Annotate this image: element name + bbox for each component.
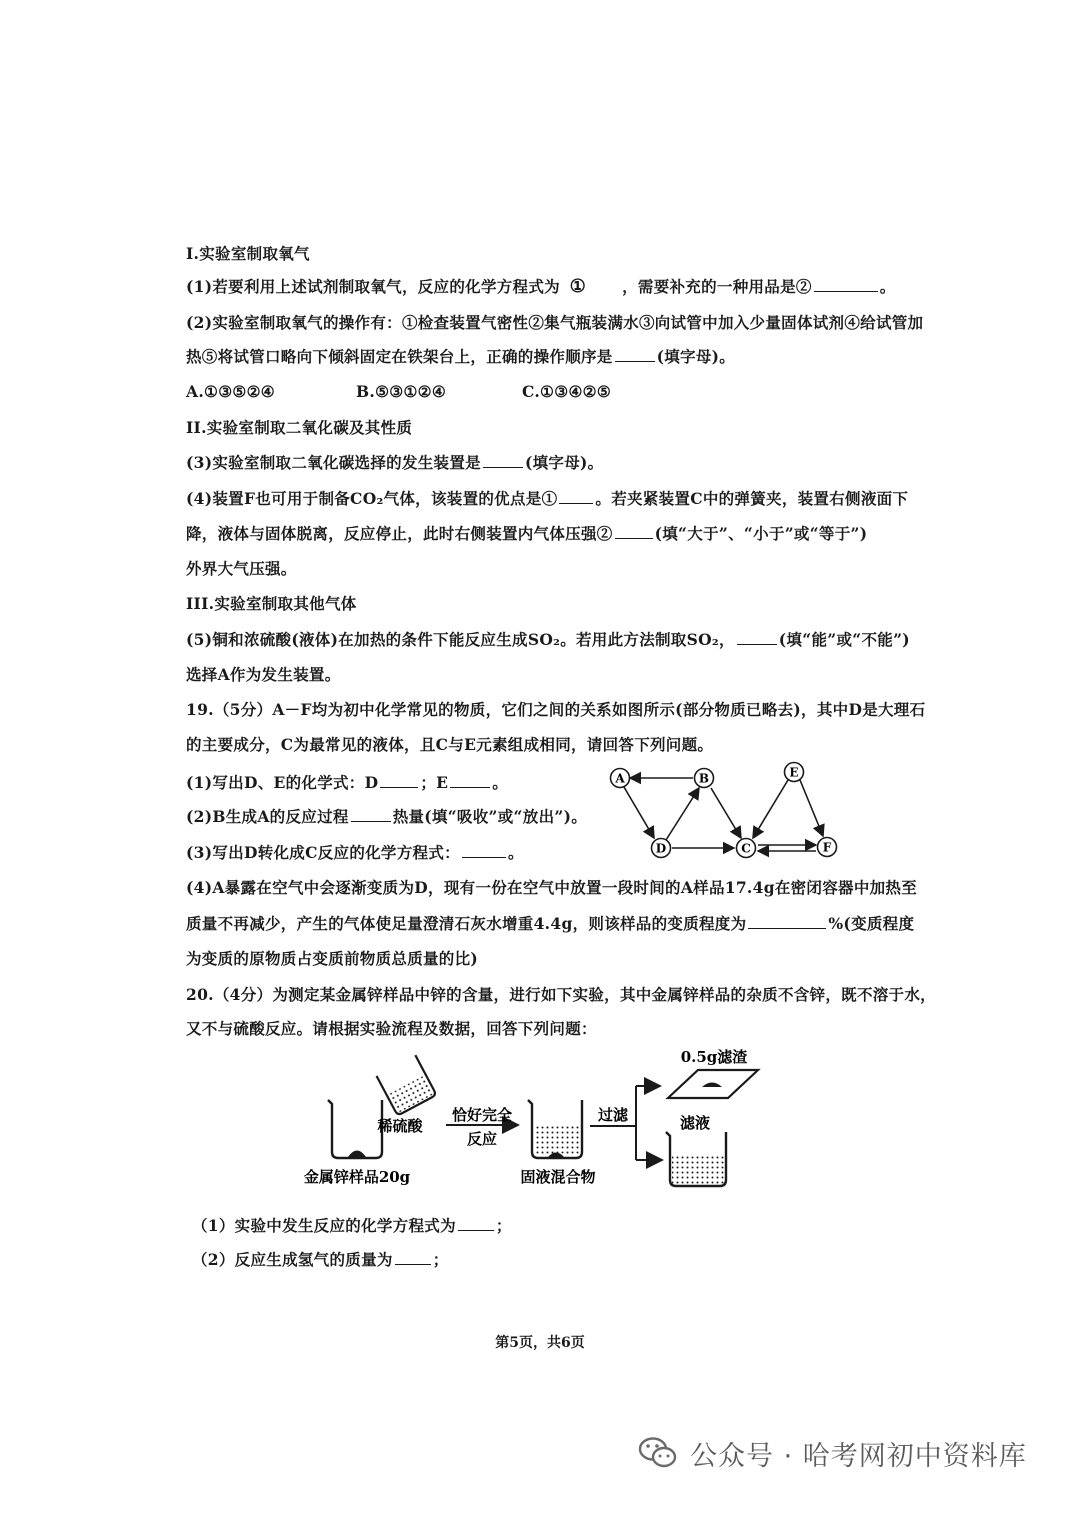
answer-blank[interactable] xyxy=(615,524,653,539)
question-1: (1)若要利用上述试剂制取氧气，反应的化学方程式为 ① ，需要补充的一种用品是② 。 xyxy=(186,276,896,297)
question-4-line3: 外界大气压强。 xyxy=(186,559,297,578)
svg-text:C: C xyxy=(741,841,751,856)
arrow-e-to-c xyxy=(753,780,788,838)
residue-label: 0.5g滤渣 xyxy=(680,1048,748,1066)
arrow-e-to-f xyxy=(800,780,823,836)
answer-blank[interactable] xyxy=(395,1250,431,1265)
q19-part2: (2)B生成A的反应过程 热量(填“吸收”或“放出”)。 xyxy=(186,807,588,826)
q19-part3: (3)写出D转化成C反应的化学方程式： 。 xyxy=(186,843,524,862)
q19-part4-line3: 为变质的原物质占变质前物质总质量的比) xyxy=(186,949,479,968)
svg-text:A: A xyxy=(615,771,625,786)
node-b xyxy=(695,769,714,788)
q20-intro-line2: 又不与硫酸反应。请根据实验流程及数据，回答下列问题： xyxy=(186,1019,597,1038)
answer-blank[interactable] xyxy=(462,843,506,858)
arrow-a-to-d xyxy=(624,787,654,838)
svg-text:D: D xyxy=(655,841,667,856)
beaker-sample xyxy=(328,1100,382,1158)
node-a xyxy=(611,769,630,788)
section-heading-3: III.实验室制取其他气体 xyxy=(186,594,357,613)
answer-blank[interactable] xyxy=(737,630,777,645)
acid-label: 稀硫酸 xyxy=(377,1117,423,1135)
answer-blank[interactable] xyxy=(380,773,418,788)
answer-blank[interactable] xyxy=(748,914,826,929)
tilted-beaker-acid xyxy=(376,1055,436,1115)
question-2-line1: (2)实验室制取氧气的操作有：①检查装置气密性②集气瓶装满水③向试管中加入少量固体试剂④给试管加 xyxy=(186,313,924,332)
question-5-line1: (5)铜和浓硫酸(液体)在加热的条件下能反应生成SO₂。若用此方法制取SO₂， (填“能”或“不能”) xyxy=(186,630,910,649)
svg-text:F: F xyxy=(822,840,832,855)
arrow-b-to-c xyxy=(711,788,741,838)
react-label-top: 恰好完全 xyxy=(451,1106,513,1124)
node-c xyxy=(737,839,756,858)
node-f xyxy=(818,838,837,857)
q19-relation-diagram xyxy=(600,760,850,870)
residue-icon xyxy=(702,1083,722,1088)
answer-blank[interactable] xyxy=(615,347,655,362)
node-d xyxy=(652,839,671,858)
q19-part4-line1: (4)A暴露在空气中会逐渐变质为D，现有一份在空气中放置一段时间的A样品17.4g在密闭容器中加热至 xyxy=(186,878,918,897)
q20-part2: （2）反应生成氢气的质量为 ； xyxy=(192,1250,449,1269)
watermark-text: 公众号 · 哈考网初中资料库 xyxy=(690,1440,1027,1472)
filter-paper-residue xyxy=(668,1070,758,1098)
question-3: (3)实验室制取二氧化碳选择的发生装置是 (填字母)。 xyxy=(186,453,604,472)
q19-part4-line2: 质量不再减少，产生的气体使足量澄清石灰水增重4.4g，则该样品的变质程度为 %(变质程度 xyxy=(186,914,915,933)
q20-part1: （1）实验中发生反应的化学方程式为 ； xyxy=(192,1216,512,1235)
q20-intro-line1: 20.（4分）为测定某金属锌样品中锌的含量，进行如下实验，其中金属锌样品的杂质不含锌，既不溶于水， xyxy=(186,985,936,1004)
page-number: 第5页，共6页 xyxy=(495,1335,585,1351)
option-a: A.①③⑤②④ xyxy=(186,382,275,401)
q19-intro-line2: 的主要成分，C为最常见的液体，且C与E元素组成相同，请回答下列问题。 xyxy=(186,735,714,754)
answer-blank[interactable] xyxy=(559,489,593,504)
wechat-icon xyxy=(638,1435,678,1471)
section-heading-2: II.实验室制取二氧化碳及其性质 xyxy=(186,418,413,437)
svg-text:B: B xyxy=(698,771,710,786)
sample-label: 金属锌样品20g xyxy=(303,1168,411,1186)
section-heading-1: I.实验室制取氧气 xyxy=(186,244,310,263)
option-c: C.①③④②⑤ xyxy=(522,382,612,401)
filter-label: 过滤 xyxy=(597,1106,629,1124)
mixture-label: 固液混合物 xyxy=(520,1168,596,1186)
react-label-bottom: 反应 xyxy=(466,1130,498,1148)
answer-blank[interactable] xyxy=(458,1216,494,1231)
answer-blank[interactable] xyxy=(351,807,391,822)
answer-blank[interactable] xyxy=(450,773,490,788)
question-5-line2: 选择A作为发生装置。 xyxy=(186,665,341,684)
question-2-options xyxy=(186,381,611,403)
beaker-filtrate xyxy=(666,1132,726,1186)
arrow-d-to-b xyxy=(666,788,699,840)
watermark xyxy=(638,1428,1027,1478)
node-e xyxy=(785,763,804,782)
question-4-line1: (4)装置F也可用于制备CO₂气体，该装置的优点是① 。若夹紧装置C中的弹簧夹，装置右侧液面下 xyxy=(186,489,909,508)
q20-experiment-diagram xyxy=(300,1040,770,1200)
answer-blank[interactable] xyxy=(483,453,523,468)
q19-part1: (1)写出D、E的化学式：D ；E 。 xyxy=(186,773,509,792)
question-4-line2: 降，液体与固体脱离，反应停止，此时右侧装置内气体压强② (填“大于”、“小于”或“等于”) xyxy=(186,524,868,543)
svg-text:E: E xyxy=(789,765,799,780)
question-2-line2: 热⑤将试管口略向下倾斜固定在铁架台上，正确的操作顺序是 (填字母)。 xyxy=(186,347,736,366)
option-b: B.⑤③①②④ xyxy=(356,382,447,401)
zinc-sample-icon xyxy=(348,1151,366,1158)
q19-intro-line1: 19.（5分）A－F均为初中化学常见的物质，它们之间的关系如图所示(部分物质已略去)，其中D是大理石 xyxy=(186,700,926,719)
answer-blank[interactable] xyxy=(814,277,878,292)
filtrate-label: 滤液 xyxy=(679,1114,711,1132)
beaker-mixture xyxy=(528,1100,582,1158)
